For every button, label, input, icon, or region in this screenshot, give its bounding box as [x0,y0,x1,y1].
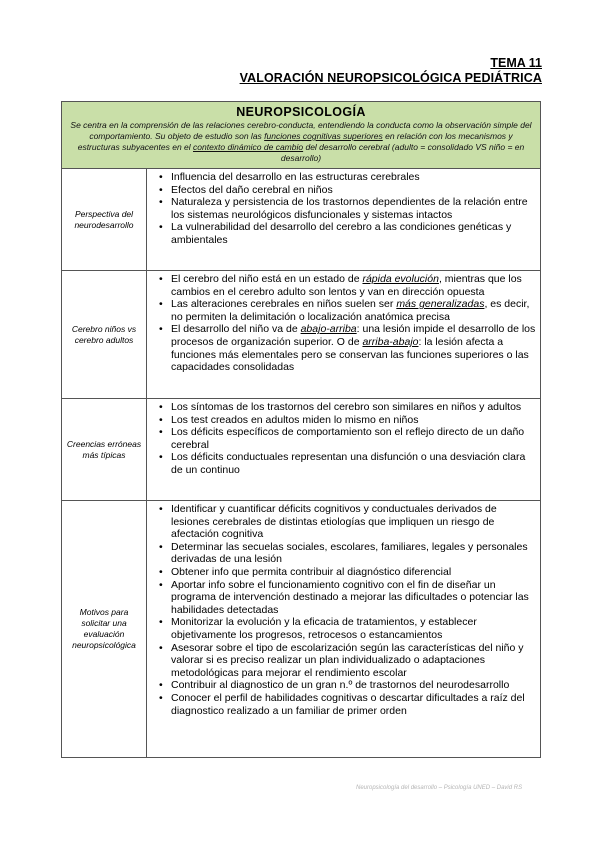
row-content [147,271,540,398]
row-label: Perspectiva del neurodesarrollo [62,169,147,270]
list-item: • Asesorar sobre el tipo de escolarización según las características del niño y valorar si es preciso realizar un plan individualizado o adaptaciones metodológicas para mejorar el rendimiento escolar [159,642,536,680]
list-item: • Naturaleza y persistencia de los trastornos dependientes de la relación entre los sistemas neurológicos disfuncionales y sistemas intactos [159,196,536,221]
list-item: • Influencia del desarrollo en las estructuras cerebrales [159,171,536,184]
list-item: • El desarrollo del niño va de abajo-arriba: una lesión impide el desarrollo de los procesos de organización superior. O de arriba-abajo: la lesión afecta a funciones más elementales pero se conservan las funciones superiores o las capacidades consolidadas [159,323,536,373]
topic-title: VALORACIÓN NEUROPSICOLÓGICA PEDIÁTRICA [239,71,542,85]
list-item: • Obtener info que permita contribuir al diagnóstico diferencial [159,566,536,579]
page-footer: Neuropsicología del desarrollo – Psicología UNED – David RS [356,785,523,791]
row-content [147,501,540,757]
list-item: • Conocer el perfil de habilidades cognitivas o descartar dificultades a raíz del diagnostico realizado a un familiar de primer orden [159,692,536,717]
list-item: • Las alteraciones cerebrales en niños suelen ser más generalizadas, es decir, no permiten la delimitación o localización anatómica precisa [159,298,536,323]
table-row [62,271,540,399]
topic-number: TEMA 11 [490,56,542,70]
list-item: • Determinar las secuelas sociales, escolares, familiares, legales y personales derivadas de una lesión [159,541,536,566]
list-item: • Efectos del daño cerebral en niños [159,184,536,197]
row-label: Cerebro niños vs cerebro adultos [62,271,147,398]
summary-table [61,101,541,758]
section-title: NEUROPSICOLOGÍA [236,105,366,119]
table-row [62,169,540,271]
table-header [62,102,540,169]
list-item: • Identificar y cuantificar déficits cognitivos y conductuales derivados de lesiones cerebrales de distintas etiologías que impliquen un riesgo de afectación cognitiva [159,503,536,541]
row-content [147,169,540,270]
list-item: • Aportar info sobre el funcionamiento cognitivo con el fin de diseñar un programa de intervención destinado a mejorar las dificultades o potenciar las habilidades detectadas [159,579,536,617]
list-item: • El cerebro del niño está en un estado de rápida evolución, mientras que los cambios en el cerebro adulto son lentos y van en dirección opuesta [159,273,536,298]
list-item: • Los síntomas de los trastornos del cerebro son similares en niños y adultos [159,401,536,414]
row-label: Motivos para solicitar una evaluación neuropsicológica [62,501,147,757]
list-item: • Contribuir al diagnostico de un gran n.º de trastornos del neurodesarrollo [159,679,536,692]
title-block [240,56,542,86]
row-content [147,399,540,500]
list-item: • Los déficits conductuales representan una disfunción o una desviación clara de un continuo [159,451,536,476]
table-row [62,501,540,757]
row-label: Creencias erróneas más típicas [62,399,147,500]
list-item: • Los test creados en adultos miden lo mismo en niños [159,414,536,427]
section-description: Se centra en la comprensión de las relaciones cerebro-conducta, entendiendo la conducta como la observación simple del comportamiento. Su objeto de estudio son las funciones cognitivas superiores en relación con los mecanismos y estructuras subyacentes en el contexto dinámico de cambio del desarrollo cerebral (adulto = consolidado VS niño = en desarrollo) [70,120,532,163]
table-row [62,399,540,501]
list-item: • Los déficits específicos de comportamiento son el reflejo directo de un daño cerebral [159,426,536,451]
list-item: • Monitorizar la evolución y la eficacia de tratamientos, y establecer objetivamente los progresos, retrocesos o estancamientos [159,616,536,641]
list-item: • La vulnerabilidad del desarrollo del cerebro a las condiciones genéticas y ambientales [159,221,536,246]
